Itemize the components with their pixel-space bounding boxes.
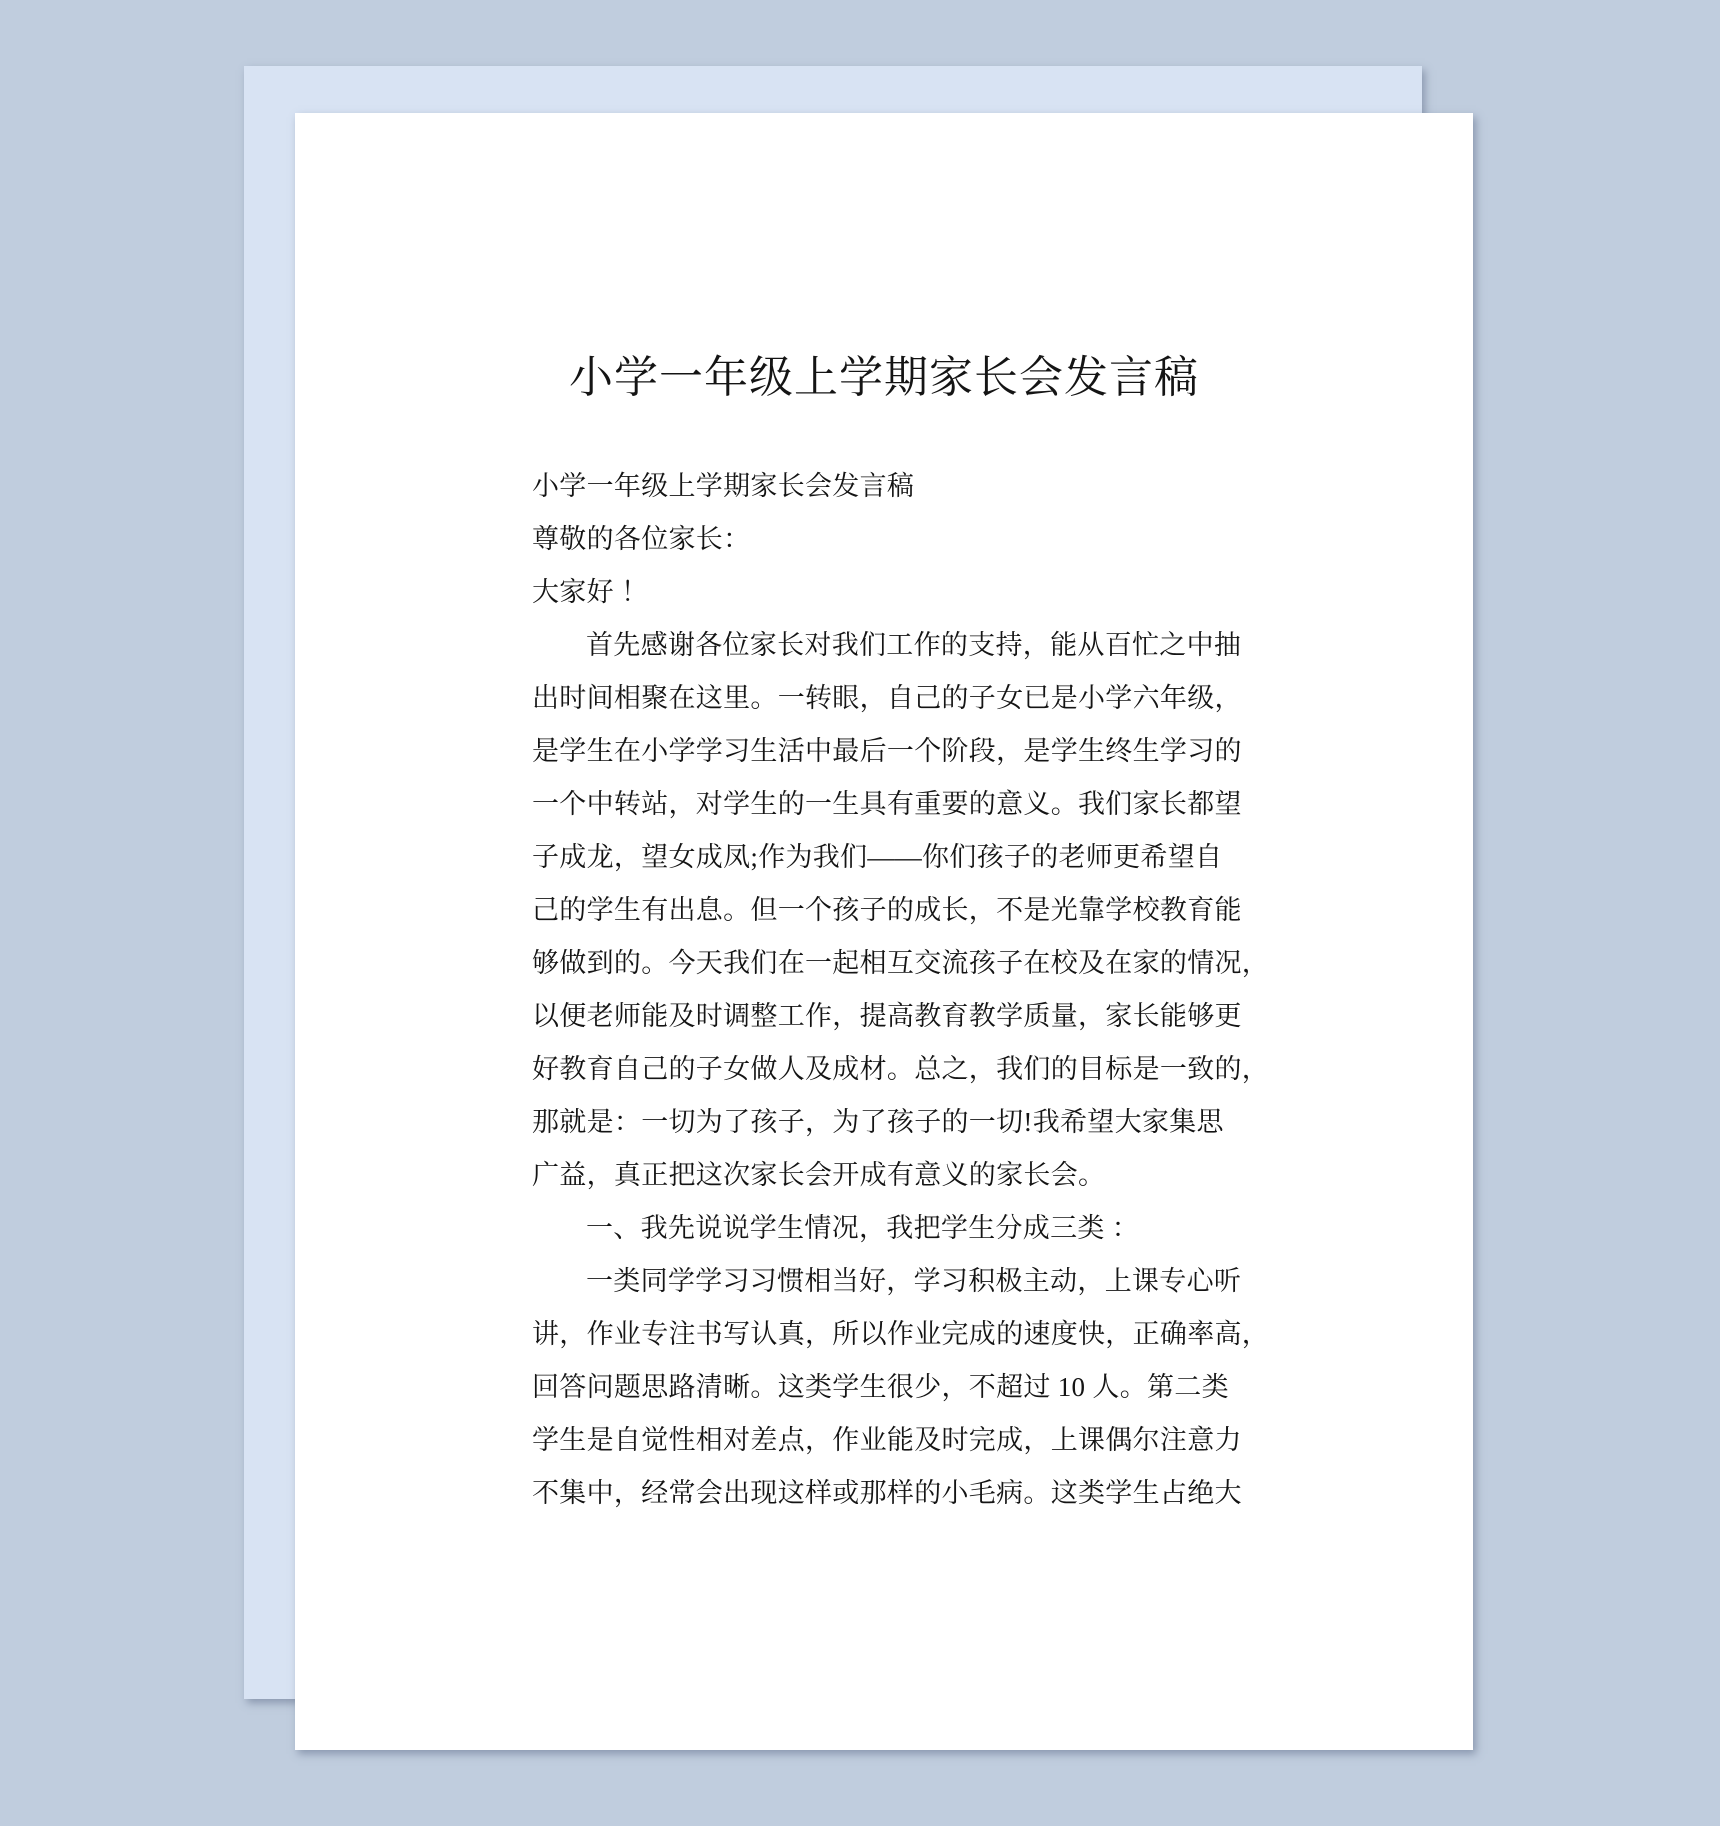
text-line: 一、我先说说学生情况，我把学生分成三类 ： (586, 1213, 1140, 1243)
text-line: 那就是：一切为了孩子，为了孩子的一切!我希望大家集思 (532, 1107, 1224, 1137)
text-line: 小学一年级上学期家长会发言稿 (532, 471, 915, 501)
text-line: 以便老师能及时调整工作，提高教育教学质量，家长能够更 (532, 1001, 1242, 1031)
text-line: 一类同学学习习惯相当好，学习积极主动，上课专心听 (586, 1266, 1242, 1296)
document-page (295, 113, 1473, 1750)
document-title: 小学一年级上学期家长会发言稿 (569, 353, 1199, 402)
text-line: 讲，作业专注书写认真，所以作业完成的速度快，正确率高， (532, 1319, 1270, 1349)
text-line: 学生是自觉性相对差点，作业能及时完成，上课偶尔注意力 (532, 1425, 1242, 1455)
text-line: 够做到的。今天我们在一起相互交流孩子在校及在家的情况， (532, 948, 1270, 978)
text-line: 子成龙，望女成凤;作为我们——你们孩子的老师更希望自 (532, 842, 1223, 872)
text-line: 一个中转站，对学生的一生具有重要的意义。我们家长都望 (532, 789, 1242, 819)
text-line: 回答问题思路清晰。这类学生很少，不超过 10 人。第二类 (532, 1372, 1229, 1402)
text-line: 出时间相聚在这里。一转眼，自己的子女已是小学六年级， (532, 683, 1242, 713)
document-body (532, 460, 1270, 1520)
text-line: 不集中，经常会出现这样或那样的小毛病。这类学生占绝大 (532, 1478, 1242, 1508)
text-line: 广益，真正把这次家长会开成有意义的家长会。 (532, 1160, 1106, 1190)
text-line: 好教育自己的子女做人及成材。总之，我们的目标是一致的， (532, 1054, 1270, 1084)
text-line: 是学生在小学学习生活中最后一个阶段，是学生终生学习的 (532, 736, 1242, 766)
text-line: 尊敬的各位家长： (532, 524, 751, 554)
text-line: 己的学生有出息。但一个孩子的成长，不是光靠学校教育能 (532, 895, 1242, 925)
text-line: 首先感谢各位家长对我们工作的支持，能从百忙之中抽 (586, 630, 1242, 660)
text-line: 大家好 ！ (532, 577, 649, 607)
